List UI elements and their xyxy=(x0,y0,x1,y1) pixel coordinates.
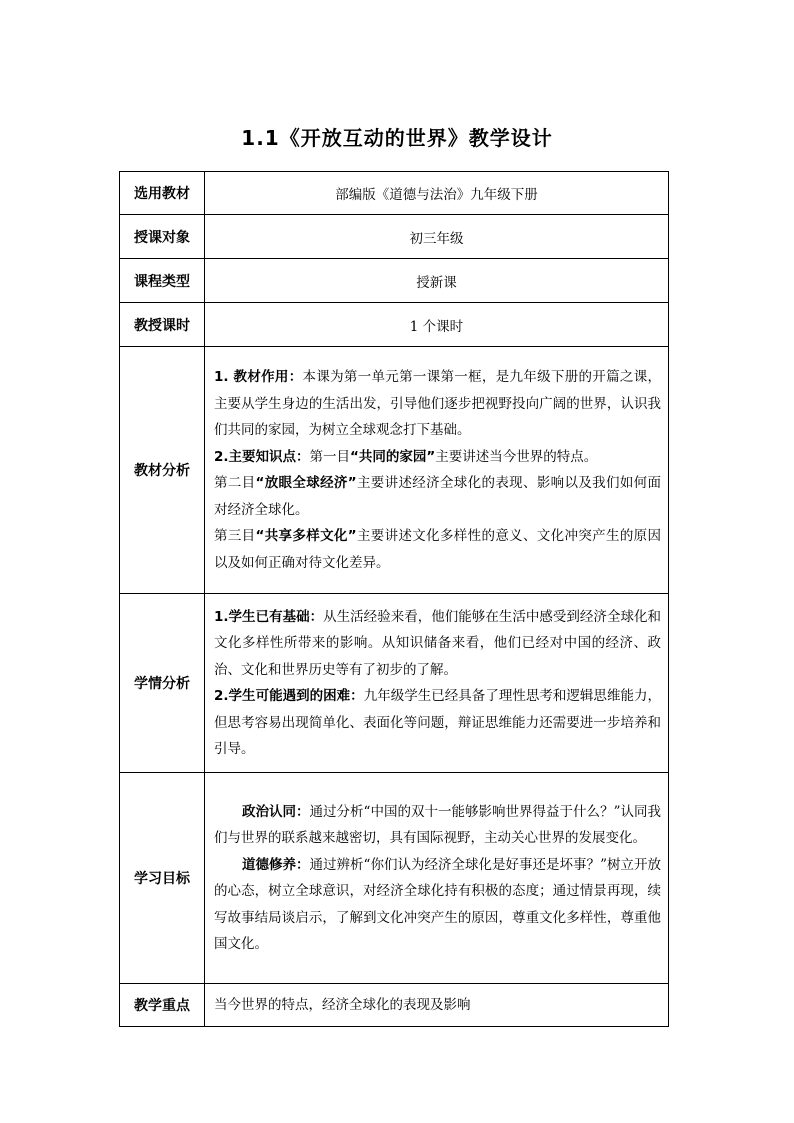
section-name: “共享多样文化” xyxy=(255,528,357,544)
paragraph xyxy=(214,470,661,523)
table-row xyxy=(120,215,669,259)
paragraph-text: 第一目 xyxy=(309,448,351,465)
paragraph-heading: 2.主要知识点： xyxy=(214,448,310,465)
paragraph-text: 主要讲述当今世界的特点。 xyxy=(435,448,598,465)
paragraph xyxy=(214,799,661,852)
row-label: 教学重点 xyxy=(120,984,205,1027)
paragraph xyxy=(214,683,661,763)
paragraph xyxy=(214,523,661,576)
section-name: “放眼全球经济” xyxy=(255,475,357,491)
paragraph-text: 通过辨析“你们认为经济全球化是好事还是坏事？”树立开放的心态，树立全球意识，对经济全球化持有积极的态度；通过情景再现，续写故事结局谈启示，了解到文化冲突产生的原因，尊重文化多样性，尊重他国文化。 xyxy=(214,856,661,952)
paragraph xyxy=(214,364,661,444)
table-row xyxy=(120,259,669,303)
paragraph-text: 第三目 xyxy=(214,528,256,544)
paragraph xyxy=(214,604,661,684)
row-label: 教授课时 xyxy=(120,303,205,347)
paragraph-text: 九年级学生已经具备了理性思考和逻辑思维能力，但思考容易出现简单化、表面化等问题，辩证思维能力还需要进一步培养和引导。 xyxy=(214,688,661,757)
table-row xyxy=(120,984,669,1027)
paragraph-text: 第二目 xyxy=(214,475,256,491)
row-label: 教材分析 xyxy=(120,347,205,594)
objectives-content xyxy=(205,773,669,984)
paragraph-heading: 1.学生已有基础： xyxy=(214,608,324,625)
row-value: 部编版《道德与法治》九年级下册 xyxy=(205,172,669,215)
learner-analysis-content xyxy=(205,594,669,773)
row-value: 1 个课时 xyxy=(205,303,669,347)
table-row xyxy=(120,172,669,215)
document-title: 1.1《开放互动的世界》教学设计 xyxy=(241,126,553,150)
paragraph-text: 通过分析“中国的双十一能够影响世界得益于什么？”认同我们与世界的联系越来越密切，具有国际视野，主动关心世界的发展变化。 xyxy=(214,803,661,846)
paragraph-heading: 1. 教材作用： xyxy=(214,369,303,385)
row-value: 初三年级 xyxy=(205,215,669,259)
paragraph-heading: 2.学生可能遇到的困难： xyxy=(214,688,364,704)
lesson-plan-table xyxy=(119,171,669,1027)
paragraph-text: 主要讲述文化多样性的意义、文化冲突产生的原因以及如何正确对待文化差异。 xyxy=(214,528,662,571)
paragraph-heading: 道德修养： xyxy=(242,856,310,873)
row-label: 选用教材 xyxy=(120,172,205,215)
paragraph-text: 从生活经验来看，他们能够在生活中感受到经济全球化和文化多样性所带来的影响。从知识储备来看，他们已经对中国的经济、政治、文化和世界历史等有了初步的了解。 xyxy=(214,608,661,678)
row-label: 课程类型 xyxy=(120,259,205,303)
material-analysis-content xyxy=(205,347,669,594)
paragraph xyxy=(214,852,661,958)
row-label: 学习目标 xyxy=(120,773,205,984)
table-row xyxy=(120,594,669,773)
paragraph xyxy=(214,444,661,471)
paragraph-text: 本课为第一单元第一课第一框，是九年级下册的开篇之课，主要从学生身边的生活出发，引导他们逐步把视野投向广阔的世界，认识我们共同的家园，为树立全球观念打下基础。 xyxy=(214,369,661,438)
row-label: 授课对象 xyxy=(120,215,205,259)
table-row xyxy=(120,303,669,347)
row-label: 学情分析 xyxy=(120,594,205,773)
key-points-content: 当今世界的特点，经济全球化的表现及影响 xyxy=(205,984,669,1027)
row-value: 授新课 xyxy=(205,259,669,303)
table-row xyxy=(120,347,669,594)
paragraph-text: 主要讲述经济全球化的表现、影响以及我们如何面对经济全球化。 xyxy=(214,475,662,518)
table-row xyxy=(120,773,669,984)
section-name: “共同的家园” xyxy=(350,448,436,465)
paragraph-heading: 政治认同： xyxy=(242,803,310,820)
